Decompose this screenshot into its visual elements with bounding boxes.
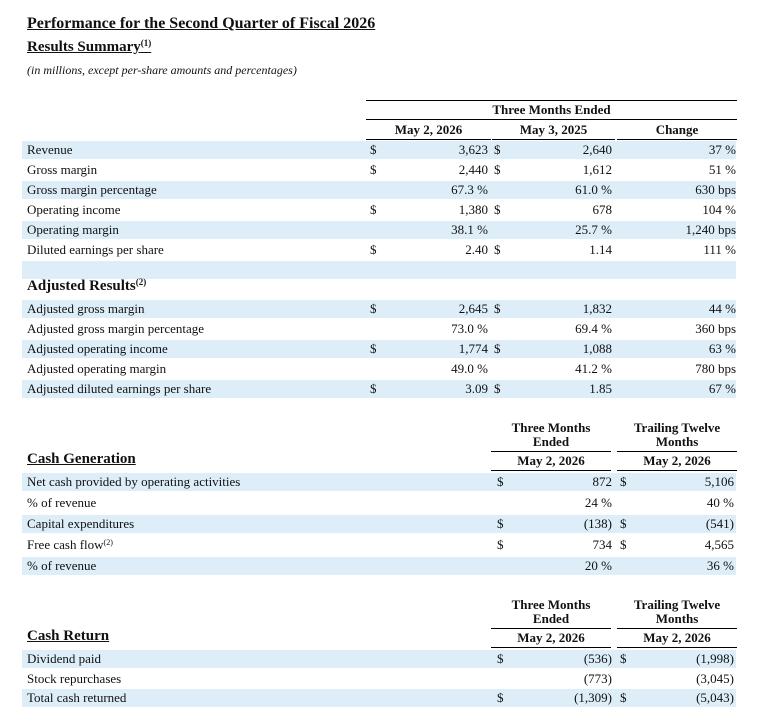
row-label: Operating margin [27, 222, 119, 237]
table-row [22, 221, 736, 239]
value-change: 51 % [708, 162, 736, 177]
table-row [22, 340, 736, 358]
row-label: Gross margin percentage [27, 182, 157, 197]
row-label-with-footnote [27, 536, 113, 556]
value-may-2026: 3.09 [465, 381, 488, 396]
col1-rule [366, 139, 491, 140]
value-may-2026: 49.0 % [451, 361, 488, 376]
currency-symbol: $ [620, 474, 627, 489]
cg-ttm-header [617, 421, 737, 449]
value-change: 630 bps [695, 182, 736, 197]
cg-colA-date-rule [491, 470, 611, 471]
adjusted-results-heading [27, 278, 146, 295]
cr-three-months-header [491, 598, 611, 626]
header-top-rule [366, 100, 737, 101]
value-may-2025: 1,088 [582, 341, 612, 356]
cg-colA-date: May 2, 2026 [517, 453, 585, 468]
currency-symbol: $ [494, 202, 501, 217]
value-change: 104 % [702, 202, 736, 217]
value-may-2026: 1,380 [458, 202, 488, 217]
currency-symbol: $ [620, 690, 627, 705]
value-may-2025: 69.4 % [575, 321, 612, 336]
results-summary-heading-text: Results Summary [27, 39, 141, 55]
table-row [22, 161, 736, 179]
value-trailing-twelve: (3,045) [696, 671, 734, 686]
value-change: 360 bps [695, 321, 736, 336]
value-may-2026: 3,623 [458, 142, 488, 157]
spacer-band [22, 261, 736, 279]
row-label: Diluted earnings per share [27, 242, 164, 257]
cg-colB-date-rule [617, 470, 737, 471]
currency-symbol: $ [497, 690, 504, 705]
value-three-months: 20 % [584, 558, 612, 573]
table-row [22, 515, 736, 533]
currency-symbol: $ [497, 516, 504, 531]
cg-ttm-line1: Trailing Twelve [633, 420, 721, 435]
value-change: 1,240 bps [685, 222, 736, 237]
currency-symbol: $ [620, 651, 627, 666]
currency-symbol: $ [370, 242, 377, 257]
table-row [22, 141, 736, 159]
currency-symbol: $ [370, 341, 377, 356]
currency-symbol: $ [494, 142, 501, 157]
cg-colB-date: May 2, 2026 [643, 453, 711, 468]
value-may-2026: 2.40 [465, 242, 488, 257]
value-three-months: 872 [592, 474, 612, 489]
cr-colA-date-rule [491, 647, 611, 648]
value-may-2026: 1,774 [458, 341, 488, 356]
value-may-2026: 67.3 % [451, 182, 488, 197]
row-label: Net cash provided by operating activities [27, 474, 241, 489]
value-may-2025: 1.85 [589, 381, 612, 396]
value-trailing-twelve: 36 % [706, 558, 734, 573]
cr-ttm-line1: Trailing Twelve [633, 597, 721, 612]
row-label: Adjusted diluted earnings per share [27, 381, 212, 396]
value-may-2026: 2,645 [458, 301, 488, 316]
value-may-2026: 2,440 [458, 162, 488, 177]
three-months-ended-header: Three Months Ended [492, 102, 611, 117]
currency-symbol: $ [497, 537, 504, 552]
row-label: Adjusted gross margin percentage [27, 321, 205, 336]
cash-return-heading: Cash Return [27, 628, 110, 644]
currency-symbol: $ [620, 537, 627, 552]
col-change-header: Change [655, 122, 699, 137]
value-may-2025: 678 [592, 202, 612, 217]
value-trailing-twelve: (5,043) [696, 690, 734, 705]
col-may-2025-header: May 3, 2025 [519, 122, 588, 137]
row-label: Operating income [27, 202, 121, 217]
value-change: 44 % [708, 301, 736, 316]
value-may-2025: 25.7 % [575, 222, 612, 237]
table-row [22, 380, 736, 398]
value-may-2025: 1.14 [589, 242, 612, 257]
currency-symbol: $ [620, 516, 627, 531]
value-change: 63 % [708, 341, 736, 356]
value-trailing-twelve: 4,565 [704, 537, 734, 552]
results-summary-heading [27, 39, 151, 56]
cg-three-months-header [491, 421, 611, 449]
value-may-2025: 1,612 [582, 162, 612, 177]
table-row [22, 494, 736, 512]
row-label: Adjusted operating income [27, 341, 168, 356]
table-row [22, 670, 736, 688]
row-label: % of revenue [27, 495, 97, 510]
table-row [22, 320, 736, 338]
row-label: Dividend paid [27, 651, 102, 666]
cr-colB-date-rule [617, 647, 737, 648]
row-label: Gross margin [27, 162, 98, 177]
currency-symbol: $ [370, 142, 377, 157]
row-label: Revenue [27, 142, 73, 157]
value-change: 67 % [708, 381, 736, 396]
value-may-2025: 1,832 [582, 301, 612, 316]
currency-symbol: $ [370, 381, 377, 396]
page-title: Performance for the Second Quarter of Fiscal 2026 [27, 15, 376, 32]
adjusted-results-heading-text: Adjusted Results [27, 278, 136, 294]
value-trailing-twelve: (1,998) [696, 651, 734, 666]
cr-colB-mid-rule [617, 628, 737, 629]
footnote-marker: (2) [135, 277, 147, 287]
footnote-marker: (1) [140, 38, 152, 48]
row-label: Free cash flow [27, 537, 104, 552]
currency-symbol: $ [497, 651, 504, 666]
table-row [22, 650, 736, 668]
cr-three-months-line2: Ended [532, 611, 570, 626]
cg-three-months-line2: Ended [532, 434, 570, 449]
currency-symbol: $ [494, 162, 501, 177]
value-may-2025: 2,640 [582, 142, 612, 157]
col-may-2026-header: May 2, 2026 [394, 122, 463, 137]
value-trailing-twelve: (541) [705, 516, 734, 531]
cg-colA-mid-rule [491, 451, 611, 452]
row-label: % of revenue [27, 558, 97, 573]
cr-colA-date: May 2, 2026 [517, 630, 585, 645]
col3-rule [617, 139, 737, 140]
value-three-months: 734 [592, 537, 612, 552]
footnote-marker: (2) [103, 538, 113, 547]
currency-symbol: $ [494, 341, 501, 356]
row-label: Total cash returned [27, 690, 127, 705]
table-row [22, 473, 736, 491]
value-three-months: (773) [583, 671, 612, 686]
value-change: 111 % [703, 242, 736, 257]
col2-rule [492, 139, 615, 140]
units-subtitle: (in millions, except per-share amounts and percentages) [27, 63, 297, 77]
value-trailing-twelve: 5,106 [704, 474, 734, 489]
table-row [22, 557, 736, 575]
row-label: Adjusted gross margin [27, 301, 145, 316]
cr-colA-mid-rule [491, 628, 611, 629]
currency-symbol: $ [494, 381, 501, 396]
value-may-2026: 38.1 % [451, 222, 488, 237]
cash-generation-heading: Cash Generation [27, 451, 136, 467]
value-trailing-twelve: 40 % [706, 495, 734, 510]
table-row [22, 241, 736, 259]
currency-symbol: $ [497, 474, 504, 489]
table-row [22, 300, 736, 318]
value-may-2025: 61.0 % [575, 182, 612, 197]
cr-three-months-line1: Three Months [511, 597, 591, 612]
value-three-months: 24 % [584, 495, 612, 510]
cr-colB-date: May 2, 2026 [643, 630, 711, 645]
table-row [22, 201, 736, 219]
currency-symbol: $ [370, 162, 377, 177]
value-three-months: (138) [583, 516, 612, 531]
value-may-2026: 73.0 % [451, 321, 488, 336]
table-row [22, 181, 736, 199]
value-change: 780 bps [695, 361, 736, 376]
table-row [22, 689, 736, 707]
currency-symbol: $ [370, 301, 377, 316]
value-change: 37 % [708, 142, 736, 157]
currency-symbol: $ [370, 202, 377, 217]
cg-ttm-line2: Months [655, 434, 699, 449]
group-header-rule [366, 119, 737, 120]
row-label: Stock repurchases [27, 671, 122, 686]
value-may-2025: 41.2 % [575, 361, 612, 376]
row-label: Adjusted operating margin [27, 361, 167, 376]
value-three-months: (536) [583, 651, 612, 666]
table-row [22, 536, 736, 554]
cr-ttm-line2: Months [655, 611, 699, 626]
cg-colB-mid-rule [617, 451, 737, 452]
table-row [22, 360, 736, 378]
currency-symbol: $ [494, 242, 501, 257]
currency-symbol: $ [494, 301, 501, 316]
row-label: Capital expenditures [27, 516, 135, 531]
cr-ttm-header [617, 598, 737, 626]
cg-three-months-line1: Three Months [511, 420, 591, 435]
value-three-months: (1,309) [574, 690, 612, 705]
